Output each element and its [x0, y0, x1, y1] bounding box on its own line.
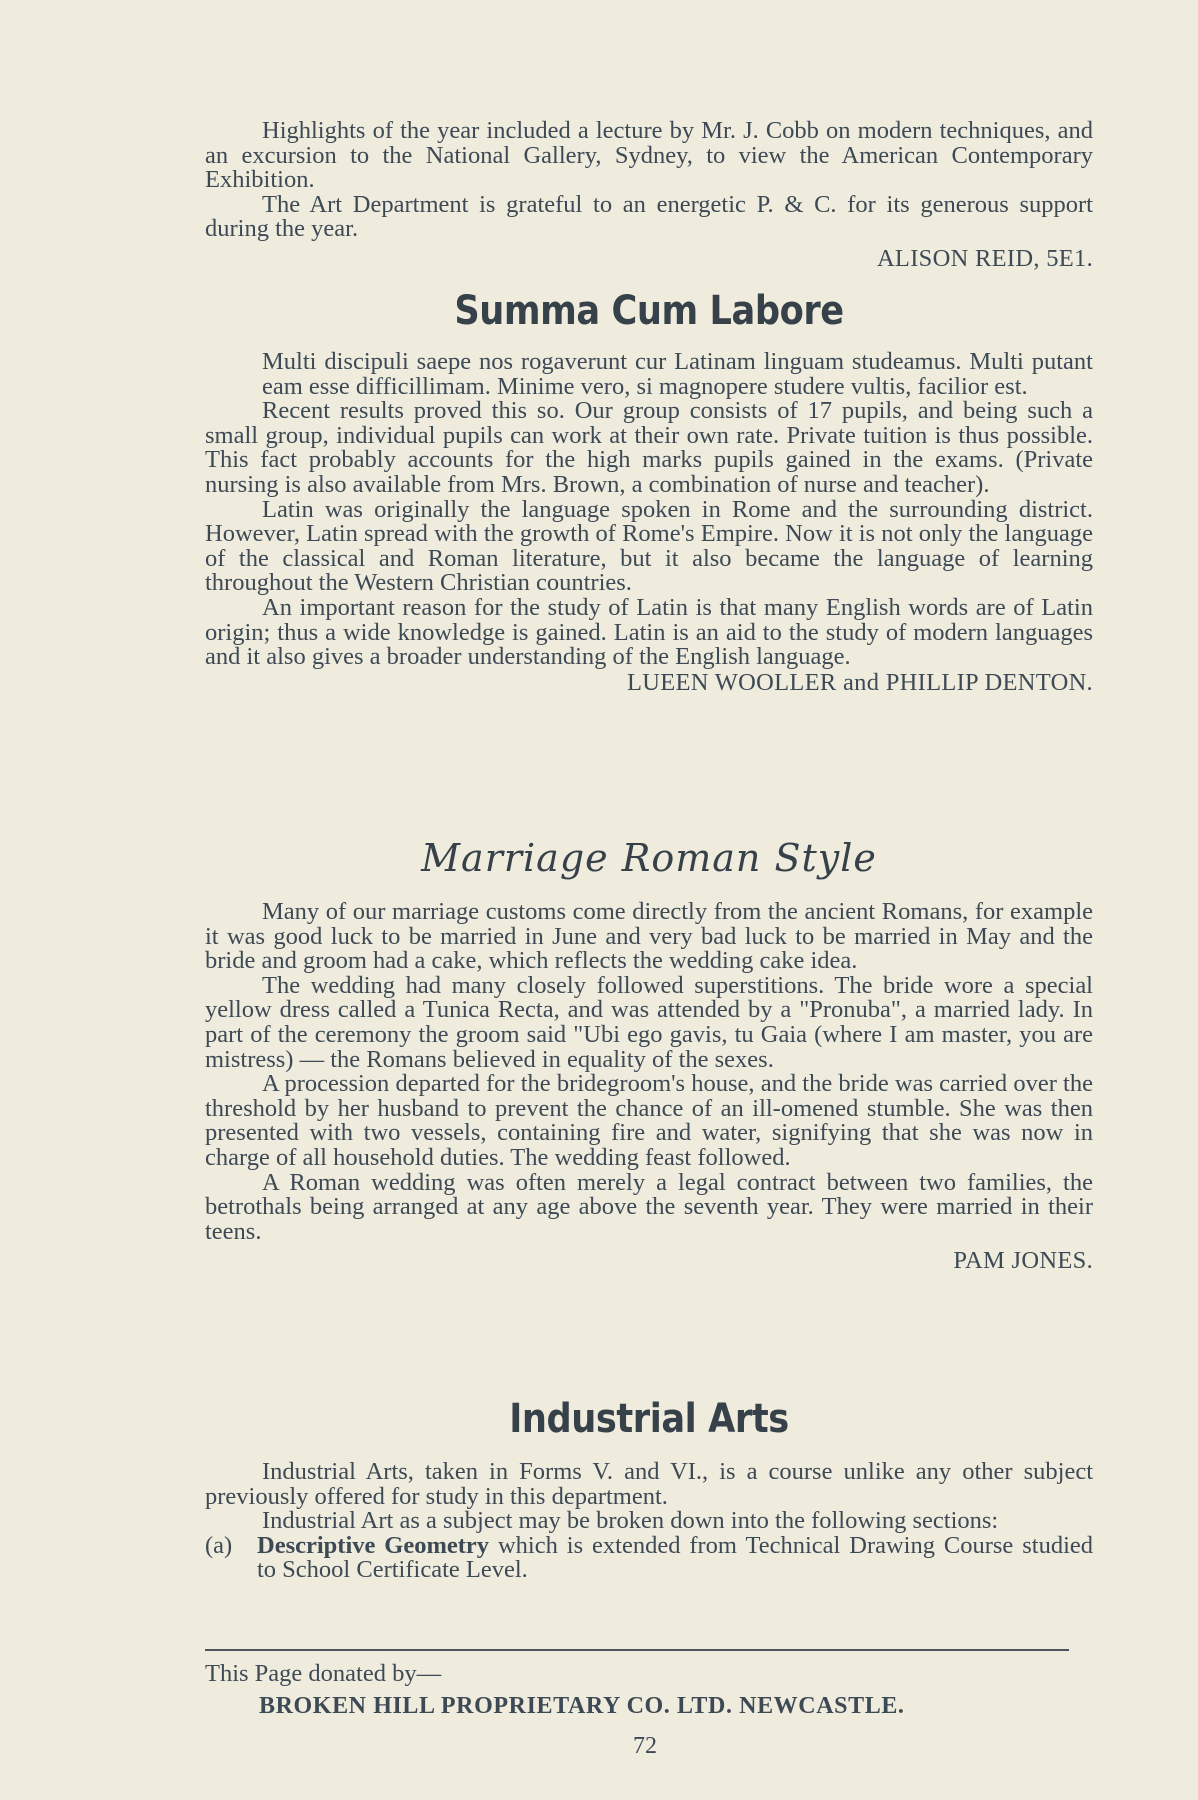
list-body: [257, 1531, 1093, 1584]
marriage-section: [205, 836, 1093, 1274]
list-term: Descriptive Geometry: [257, 1531, 490, 1559]
marriage-paragraph-4: A Roman wedding was often merely a legal contract between two families, the betrothals being arranged at any age above the seventh year. They were married in their teens.: [205, 1168, 1093, 1245]
latin-paragraph-3: An important reason for the study of Latin is that many English words are of Latin origin; thus a wide knowledge is gained. Latin is an aid to the study of modern languages and it also gives a broader understanding of the English language.: [205, 593, 1093, 671]
industrial-list-item: [205, 1531, 1093, 1584]
marriage-paragraph-2: The wedding had many closely followed superstitions. The bride wore a special yellow dress called a Tunica Recta, and was attended by a "Pronuba", a married lady. In part of the ceremony the groom said "Ubi ego gavis, tu Gaia (where I am master, you are mistress) — the Romans believed in equality of the sexes.: [205, 971, 1093, 1073]
art-section: [205, 119, 1093, 272]
latin-intro: Multi discipuli saepe nos rogaverunt cur Latinam linguam studeamus. Multi putant eam esse difficillimam. Minime vero, si magnopere studere vultis, facilior est.: [262, 348, 1093, 400]
art-paragraph-1: Highlights of the year included a lecture by Mr. J. Cobb on modern techniques, and an excursion to the National Gallery, Sydney, to view the American Contemporary Exhibition.: [205, 117, 1093, 194]
art-author: ALISON REID, 5E1.: [876, 244, 1093, 272]
footer-donated-label: This Page donated by—: [205, 1660, 442, 1687]
industrial-paragraph-2: Industrial Art as a subject may be broken down into the following sections:: [262, 1507, 999, 1535]
marriage-author: PAM JONES.: [953, 1247, 1093, 1275]
footer-divider: [205, 1649, 1069, 1651]
list-marker: (a): [205, 1531, 233, 1559]
marriage-heading: Marriage Roman Style: [421, 836, 877, 880]
industrial-section: [205, 1396, 1093, 1583]
latin-paragraph-1: Recent results proved this so. Our group consists of 17 pupils, and being such a small group, individual pupils can work at their own rate. Private tuition is thus possible. This fact probably accounts for the high marks pupils gained in the exams. (Private nursing is also available from Mrs. Brown, a combination of nurse and teacher).: [205, 397, 1093, 498]
latin-section: [205, 288, 1093, 696]
latin-heading: Summa Cum Labore: [454, 288, 844, 334]
art-paragraph-2: The Art Department is grateful to an energetic P. & C. for its generous support during the year.: [205, 190, 1093, 243]
footer-donor: BROKEN HILL PROPRIETARY CO. LTD. NEWCASTLE.: [259, 1693, 905, 1719]
industrial-heading: Industrial Arts: [509, 1396, 789, 1442]
list-text: which is extended from Technical Drawing Course studied to School Certificate Level.: [257, 1531, 1093, 1584]
marriage-paragraph-3: A procession departed for the bridegroom's house, and the bride was carried over the threshold by her husband to prevent the chance of an ill-omened stumble. She was then presented with two vessels, containing fire and water, signifying that she was now in charge of all household duties. The wedding feast followed.: [205, 1070, 1093, 1171]
marriage-paragraph-1: Many of our marriage customs come directly from the ancient Romans, for example it was good luck to be married in June and very bad luck to be married in May and the bride and groom had a cake, which reflects the wedding cake idea.: [205, 898, 1093, 975]
industrial-paragraph-1: Industrial Arts, taken in Forms V. and VI., is a course unlike any other subject previously offered for study in this department.: [205, 1458, 1093, 1510]
page-number: 72: [633, 1733, 657, 1759]
latin-author: LUEEN WOOLLER and PHILLIP DENTON.: [626, 668, 1093, 696]
latin-paragraph-2: Latin was originally the language spoken in Rome and the surrounding district. However, Latin spread with the growth of Rome's Empire. Now it is not only the language of the classical and Roman literature, but it also became the language of learning throughout the Western Christian countries.: [205, 495, 1093, 597]
